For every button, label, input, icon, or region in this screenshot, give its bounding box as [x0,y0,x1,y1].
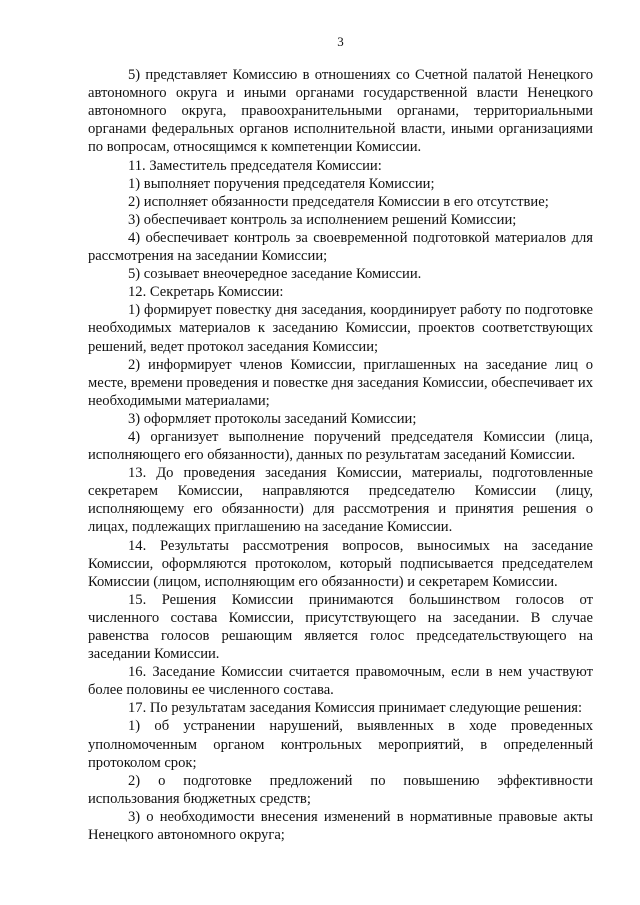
paragraph: 14. Результаты рассмотрения вопросов, выносимых на заседание Комиссии, оформляются протоколом, который подписывается председателем Комиссии (лицом, исполняющим его обязанности) и секретарем Комиссии. [88,537,593,590]
list-item: 2) исполняет обязанности председателя Комиссии в его отсутствие; [128,193,549,210]
section-heading: 17. По результатам заседания Комиссия принимает следующие решения: [128,700,583,717]
paragraph: 15. Решения Комиссии принимаются большинством голосов от численного состава Комиссии, присутствующего на заседании. В случае равенства голосов решающим является голос председательствующего на заседании Комиссии. [88,591,593,663]
list-item: 2) информирует членов Комиссии, приглашенных на заседание лиц о месте, времени проведения и повестке дня заседания Комиссии, обеспечивает их необходимыми материалами; [88,356,593,409]
list-item: 4) обеспечивает контроль за своевременной подготовкой материалов для рассмотрения на заседании Комиссии; [88,229,593,265]
paragraph: 16. Заседание Комиссии считается правомочным, если в нем участвуют более половины ее численного состава. [88,664,593,699]
list-item: 4) организует выполнение поручений председателя Комиссии (лица, исполняющего его обязанности), данных по результатам заседаний Комиссии. [88,428,593,464]
section-heading: 11. Заместитель председателя Комиссии: [128,157,382,174]
section-heading: 12. Секретарь Комиссии: [128,284,284,301]
list-item: 3) о необходимости внесения изменений в нормативные правовые акты Ненецкого автономного округа; [88,808,593,844]
list-item: 3) оформляет протоколы заседаний Комиссии; [128,410,417,427]
page-number: 3 [337,34,344,49]
list-item: 1) выполняет поручения председателя Комиссии; [128,175,435,192]
document-body [88,66,593,844]
paragraph: 5) представляет Комиссию в отношениях со Счетной палатой Ненецкого автономного округа и иными органами государственной власти Ненецкого автономного округа, правоохранительными органами, территориальными органами федеральных органов исполнительной власти, иными организациями по вопросам, относящимся к компетенции Комиссии. [88,67,593,156]
list-item: 2) о подготовке предложений по повышению эффективности использования бюджетных средств; [88,772,593,807]
paragraph: 13. До проведения заседания Комиссии, материалы, подготовленные секретарем Комиссии, направляются председателю Комиссии (лицу, исполняющему его обязанности) для рассмотрения и принятия решения о лицах, подлежащих приглашению на заседание Комиссии. [88,465,593,536]
list-item: 5) созывает внеочередное заседание Комиссии. [128,266,422,283]
list-item: 1) об устранении нарушений, выявленных в ходе проведенных уполномоченным органом контрольных мероприятий, в определенный протоколом срок; [88,718,593,771]
list-item: 3) обеспечивает контроль за исполнением решений Комиссии; [128,211,517,228]
list-item: 1) формирует повестку дня заседания, координирует работу по подготовке необходимых материалов к заседанию Комиссии, проектов соответствующих решений, ведет протокол заседания Комиссии; [88,302,593,355]
